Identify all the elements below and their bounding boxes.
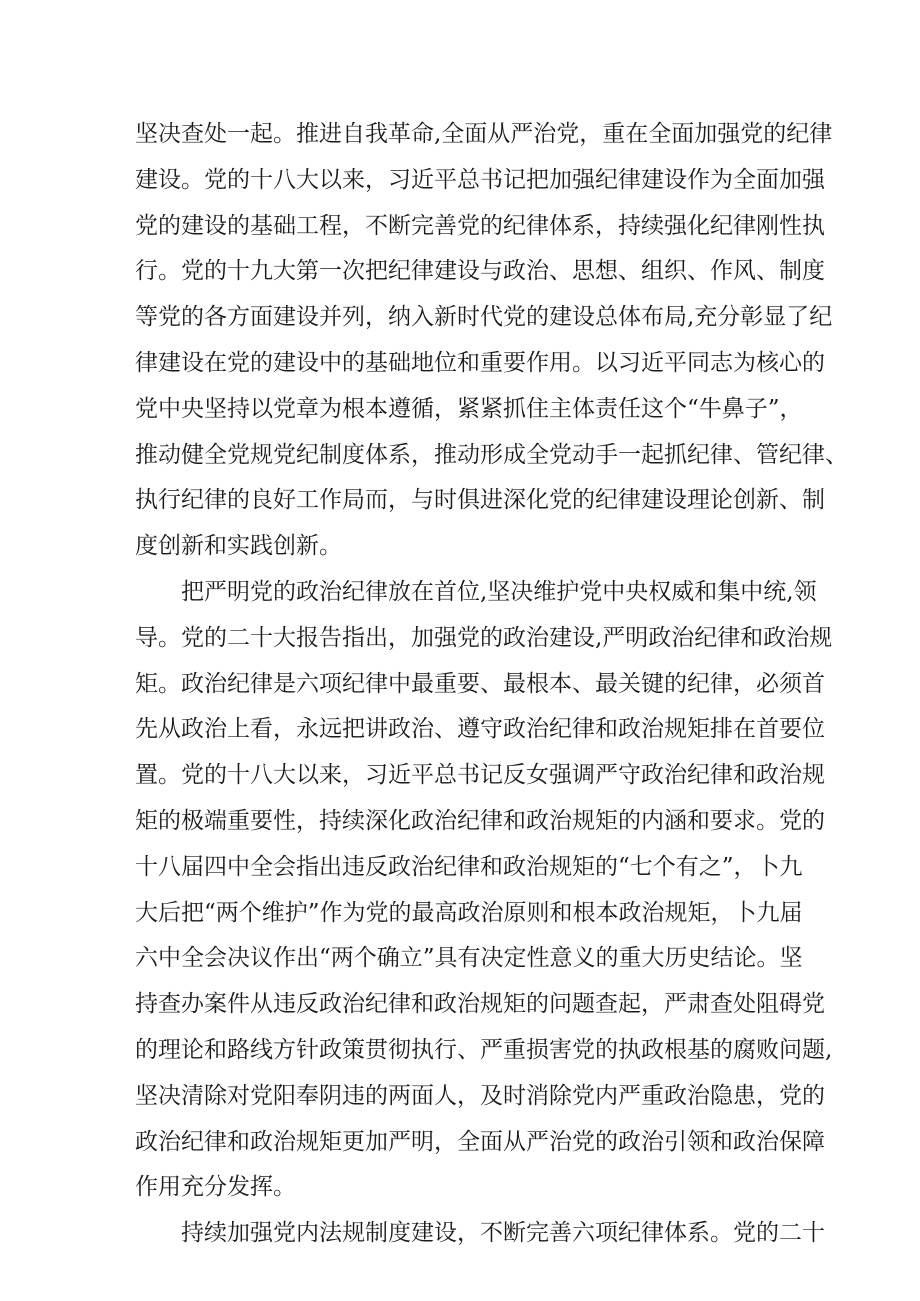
text-line: 的理论和路线方针政策贯彻执行、严重损害党的执政根基的腐败问题, bbox=[135, 1036, 833, 1063]
paragraph-political-discipline bbox=[135, 570, 833, 1211]
text-line: 十八届四中全会指出违反政治纪律和政治规矩的“七个有之”，卜九 bbox=[135, 853, 803, 880]
paragraph-discipline-building bbox=[135, 112, 848, 570]
body-text bbox=[135, 112, 848, 1257]
text-line: 律建设在党的建设中的基础地位和重要作用。以习近平同志为核心的 bbox=[135, 349, 825, 376]
text-line: 置。党的十八大以来，习近平总书记反女强调严守政治纪律和政治规 bbox=[135, 762, 825, 789]
text-line: 建设。党的十八大以来，习近平总书记把加强纪律建设作为全面加强 bbox=[135, 166, 825, 193]
text-line: 等党的各方面建设并列，纳入新时代党的建设总体布局,充分彰显了纪 bbox=[135, 304, 833, 331]
text-line: 大后把“两个维护”作为党的最高政治原则和根本政治规矩，卜九届 bbox=[135, 899, 803, 926]
text-line: 行。党的十九大第一次把纪律建设与政治、思想、组织、作风、制度 bbox=[135, 258, 825, 285]
text-line: 度创新和实践创新。 bbox=[135, 533, 342, 560]
text-line: 六中全会决议作出“两个确立”具有决定性意义的重大历史结论。坚 bbox=[135, 945, 803, 972]
text-line: 持查办案件从违反政治纪律和政治规矩的问题查起，严肃查处阻碍党 bbox=[135, 991, 825, 1018]
text-line: 把严明党的政治纪律放在首位,坚决维护党中央权威和集中统,领 bbox=[181, 578, 817, 605]
text-line: 持续加强党内法规制度建设，不断完善六项纪律体系。党的二十 bbox=[181, 1220, 825, 1247]
text-line: 推动健全党规党纪制度体系，推动形成全党动手一起抓纪律、管纪律、 bbox=[135, 441, 848, 468]
paragraph-regulations bbox=[135, 1211, 825, 1257]
text-line: 矩的极端重要性，持续深化政治纪律和政治规矩的内涵和要求。党的 bbox=[135, 807, 825, 834]
text-line: 矩。政治纪律是六项纪律中最重要、最根本、最关键的纪律，必须首 bbox=[135, 670, 825, 697]
text-line: 先从政治上看，永远把讲政治、遵守政治纪律和政治规矩排在首要位 bbox=[135, 716, 825, 743]
text-line: 执行纪律的良好工作局而，与时俱进深化党的纪律建设理论创新、制 bbox=[135, 487, 825, 514]
text-line: 作用充分发挥。 bbox=[135, 1174, 296, 1201]
text-line: 坚决查处一起。推进自我革命,全面从严治党，重在全面加强党的纪律 bbox=[135, 121, 833, 147]
text-line: 党的建设的基础工程，不断完善党的纪律体系，持续强化纪律刚性执 bbox=[135, 212, 825, 239]
text-line: 坚决清除对党阳奉阴违的两面人，及时消除党内严重政治隐患，党的 bbox=[135, 1082, 825, 1109]
text-line: 导。党的二十大报告指出，加强党的政治建设,严明政治纪律和政治规 bbox=[135, 624, 833, 651]
text-line: 党中央坚持以党章为根本遵循，紧紧抓住主体责任这个“牛鼻子”， bbox=[135, 395, 803, 422]
text-line: 政治纪律和政治规矩更加严明，全面从严治党的政治引领和政治保障 bbox=[135, 1128, 825, 1155]
